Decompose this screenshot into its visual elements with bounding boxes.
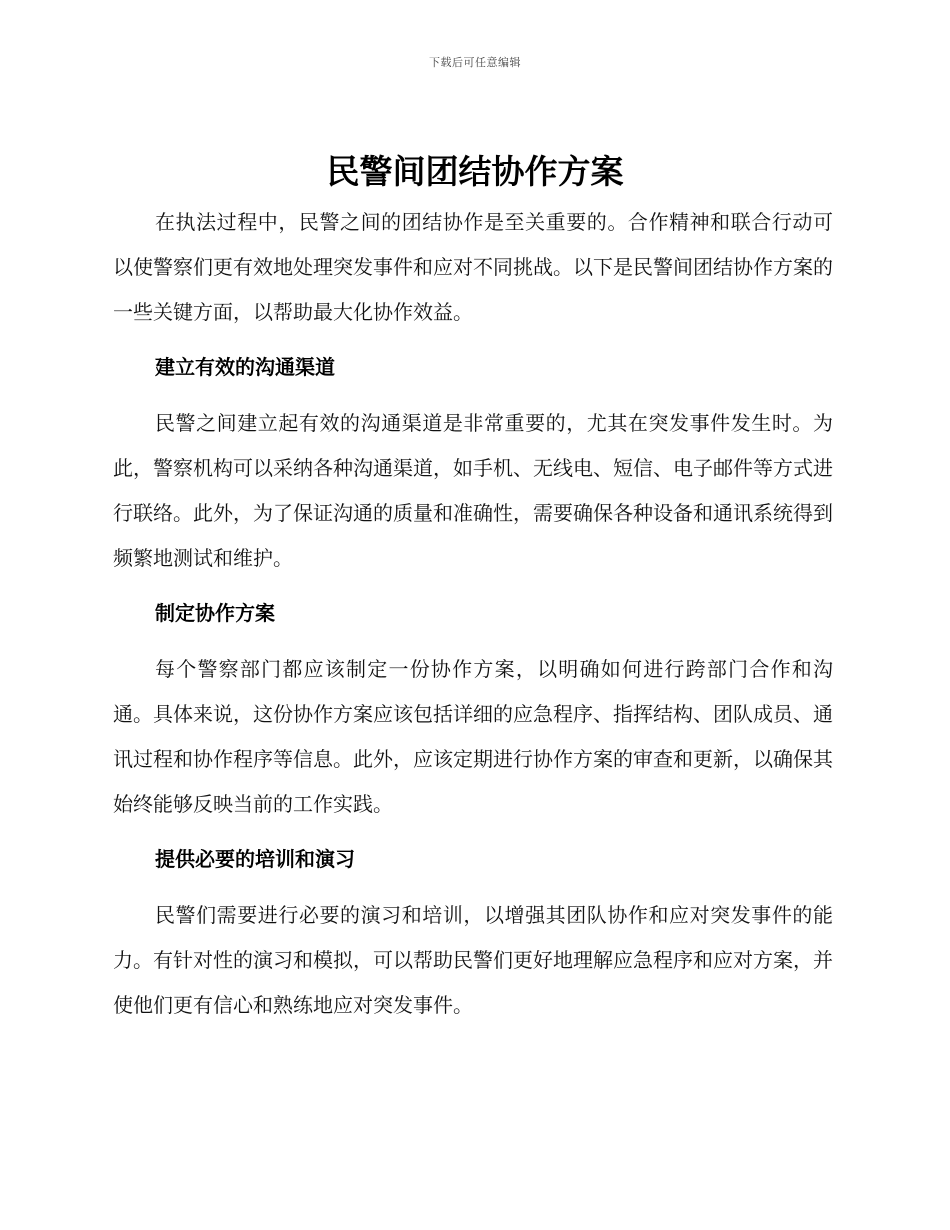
section-heading-training: 提供必要的培训和演习 — [155, 847, 355, 871]
section-heading-communication: 建立有效的沟通渠道 — [155, 355, 335, 379]
page-header-note: 下载后可任意编辑 — [429, 56, 521, 69]
section-heading-plan: 制定协作方案 — [155, 601, 275, 625]
section-body-plan: 每个警察部门都应该制定一份协作方案，以明确如何进行跨部门合作和沟通。具体来说，这份协作方案应该包括详细的应急程序、指挥结构、团队成员、通讯过程和协作程序等信息。此外，应该定期进行协作方案的审查和更新，以确保其始终能够反映当前的工作实践。 — [113, 657, 833, 816]
section-body-training: 民警们需要进行必要的演习和培训，以增强其团队协作和应对突发事件的能力。有针对性的演习和模拟，可以帮助民警们更好地理解应急程序和应对方案，并使他们更有信心和熟练地应对突发事件。 — [113, 903, 833, 1017]
document-body — [113, 200, 833, 1028]
intro-paragraph: 在执法过程中，民警之间的团结协作是至关重要的。合作精神和联合行动可以使警察们更有效地处理突发事件和应对不同挑战。以下是民警间团结协作方案的一些关键方面，以帮助最大化协作效益。 — [113, 210, 833, 324]
document-title: 民警间团结协作方案 — [326, 152, 624, 191]
section-body-communication: 民警之间建立起有效的沟通渠道是非常重要的，尤其在突发事件发生时。为此，警察机构可以采纳各种沟通渠道，如手机、无线电、短信、电子邮件等方式进行联络。此外，为了保证沟通的质量和准确性，需要确保各种设备和通讯系统得到频繁地测试和维护。 — [113, 411, 833, 570]
